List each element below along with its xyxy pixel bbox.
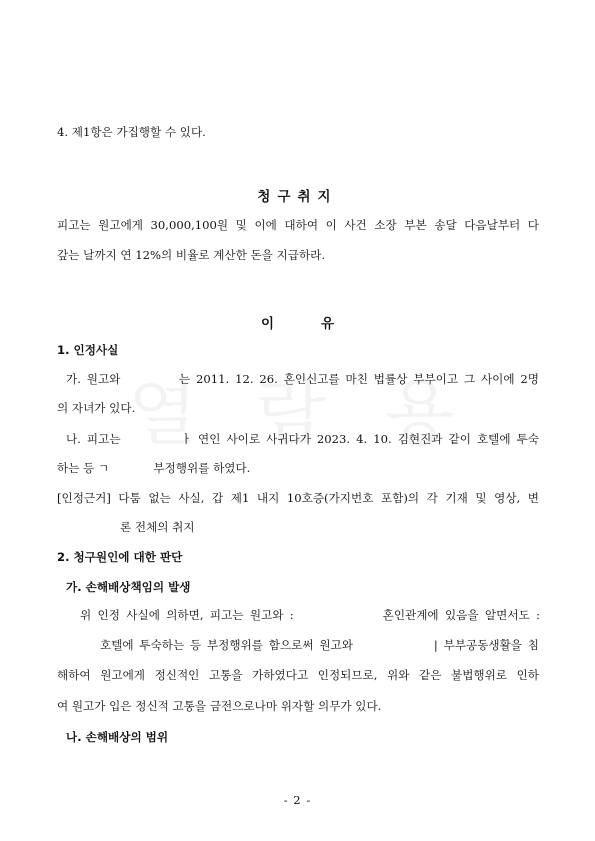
claim-purpose-title: 청구취지 [257, 189, 338, 205]
section-2b-heading: 나. 손해배상의 범위 [66, 730, 169, 744]
section-1-heading: 1. 인정사실 [57, 343, 119, 357]
section-2-heading: 2. 청구원인에 대한 판단 [57, 550, 183, 564]
claim-line-2: 갚는 날까지 연 12%의 비율로 계산한 돈을 지급하라. [57, 248, 326, 262]
evidence-line-2: 론 전체의 취지 [120, 520, 195, 534]
fact-line-2: 의 자녀가 있다. [57, 401, 136, 415]
fact-line-1: 가. 원고와 는 2011. 12. 26. 혼인신고를 마친 법률상 부부이고 그 사이에 2명 [66, 372, 539, 386]
liability-line-3: 해하여 원고에게 정신적인 고통을 가하였다고 인정되므로, 위와 같은 불법행위로 인하 [57, 668, 539, 682]
section-2a-heading: 가. 손해배상책임의 발생 [66, 580, 191, 594]
claim-item-4: 4. 제1항은 가집행할 수 있다. [57, 125, 206, 139]
liability-line-1: 위 인정 사실에 의하면, 피고는 원고와 : 혼인관계에 있음을 알면서도 : [80, 608, 540, 622]
reason-title [0, 312, 595, 332]
claim-line-1: 피고는 원고에게 30,000,100원 및 이에 대하여 이 사건 소장 부본 송달 다음날부터 다 [57, 218, 539, 232]
fact-line-4: 하는 등 ㄱ 부정행위를 하였다. [57, 461, 251, 475]
reason-title-text: 이 유 [260, 316, 335, 332]
fact-line-3: 나. 피고는 ㅏ 연인 사이로 사귀다가 2023. 4. 10. 김현진과 같이 호텔에 투숙 [66, 432, 539, 446]
liability-line-4: 여 원고가 입은 정신적 고통을 금전으로나마 위자할 의무가 있다. [57, 699, 382, 713]
liability-line-2: 호텔에 투숙하는 등 부정행위를 함으로써 원고와 | 부부공동생활을 침 [100, 638, 539, 652]
evidence-line-1: [인정근거] 다툼 없는 사실, 갑 제1 내지 10호증(가지번호 포함)의 각 기재 및 영상, 변 [57, 491, 539, 505]
page-number: - 2 - [283, 793, 312, 807]
